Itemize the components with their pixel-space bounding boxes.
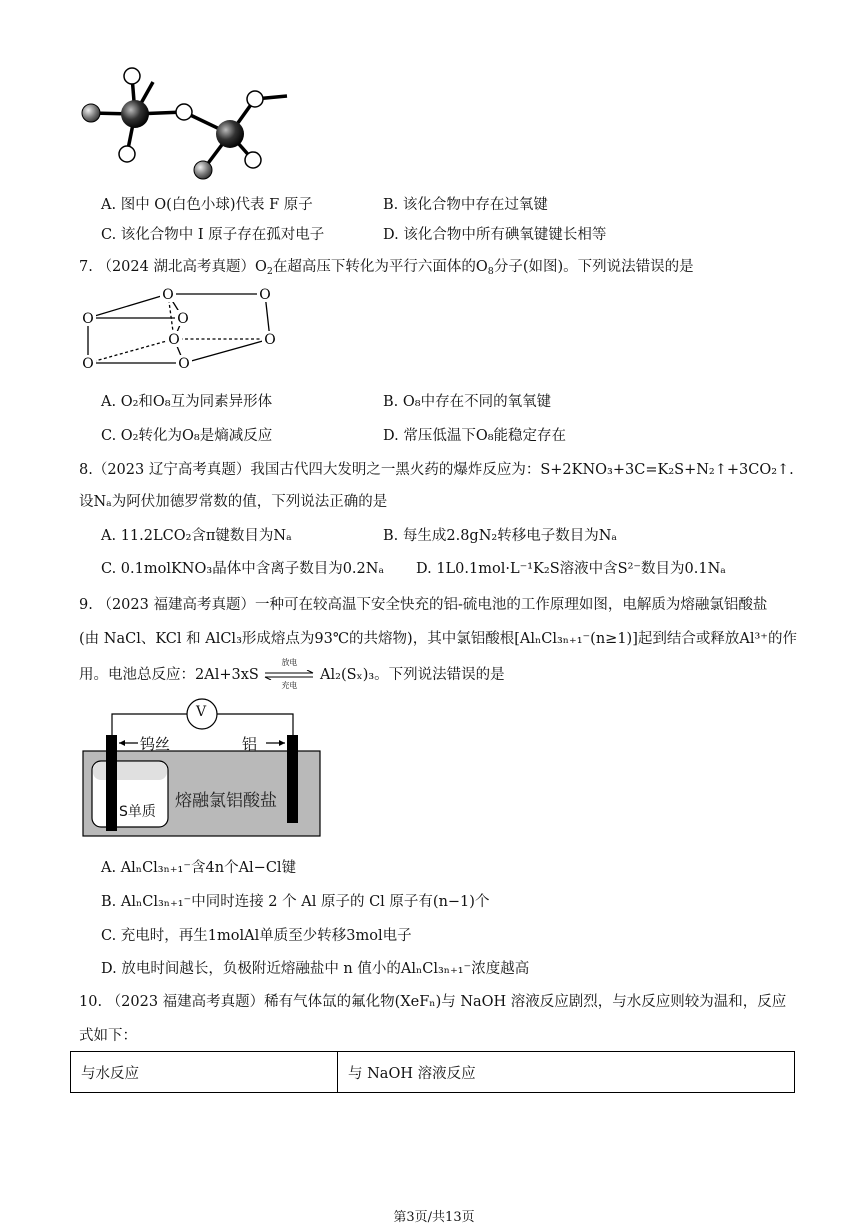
- q7-option-b: B. O₈中存在不同的氧氧键: [383, 394, 552, 410]
- q9-stem-line2: (由 NaCl、KCl 和 AlCl₃形成熔点为93℃的共熔物)，其中氯铝酸根[AlₙCl₃ₙ₊₁⁻(n≥1)]起到结合或释放Al³⁺的作: [79, 631, 797, 647]
- q8-option-a: A. 11.2LCO₂含π键数目为Nₐ: [101, 528, 292, 544]
- q9-stem-line1: 9. （2023 福建高考真题）一种可在较高温下安全快充的铝-硫电池的工作原理如图，电解质为熔融氯铝酸盐: [79, 597, 768, 613]
- q9-arrow-bottom-label: 充电: [281, 681, 298, 690]
- tungsten-wire-label: 钨丝: [140, 735, 171, 753]
- q8-stem-line2: 设Nₐ为阿伏加德罗常数的值，下列说法正确的是: [79, 494, 388, 510]
- q7-option-a: A. O₂和O₈互为同素异形体: [101, 394, 273, 410]
- q7-o2-sub: 2: [266, 266, 273, 277]
- q6-option-d: D. 该化合物中所有碘氧键键长相等: [383, 227, 607, 243]
- q7-o8-sub: 8: [487, 266, 494, 277]
- q8-option-c: C. 0.1molKNO₃晶体中含离子数目为0.2Nₐ: [101, 561, 385, 577]
- q9-battery-diagram: [80, 698, 325, 840]
- page-footer: 第3页/共13页: [393, 1210, 475, 1225]
- table-header-naoh: 与 NaOH 溶液反应: [338, 1052, 795, 1093]
- q7-option-c: C. O₂转化为O₈是熵减反应: [101, 428, 273, 444]
- q7-o2: O: [254, 259, 267, 275]
- q8-option-b: B. 每生成2.8gN₂转移电子数目为Nₐ: [383, 528, 617, 544]
- q9-option-b: B. AlₙCl₃ₙ₊₁⁻中同时连接 2 个 Al 原子的 Cl 原子有(n−1)个: [101, 894, 490, 910]
- table-header-water: 与水反应: [71, 1052, 338, 1093]
- q7-o8-diagram: [74, 282, 284, 374]
- q7-stem: [79, 255, 694, 277]
- q10-stem-line2: 式如下：: [79, 1028, 137, 1044]
- q9-option-a: A. AlₙCl₃ₙ₊₁⁻含4n个Al−Cl键: [101, 860, 297, 876]
- q7-atom-o: O: [178, 356, 190, 372]
- q7-prefix: 7. （2024 湖北高考真题）: [79, 259, 255, 275]
- table-row: [71, 1052, 795, 1093]
- q6-option-c: C. 该化合物中 I 原子存在孤对电子: [101, 227, 325, 243]
- q6-option-a: A. 图中 O(白色小球)代表 F 原子: [101, 197, 313, 213]
- q7-atom-o: O: [264, 332, 276, 348]
- q7-atom-o: O: [168, 332, 180, 348]
- q6-molecule-diagram: [75, 62, 295, 182]
- q7-atom-o: O: [259, 287, 271, 303]
- q8-stem-line1: 8.（2023 辽宁高考真题）我国古代四大发明之一黑火药的爆炸反应为：S+2KNO₃+3C=K₂S+N₂↑+3CO₂↑.: [79, 462, 794, 478]
- q8-option-d: D. 1L0.1mol·L⁻¹K₂S溶液中含S²⁻数目为0.1Nₐ: [416, 561, 726, 577]
- q7-stem-text: 在超高压下转化为平行六面体的: [272, 259, 476, 275]
- q7-atom-o: O: [82, 311, 94, 327]
- q7-option-d: D. 常压低温下O₈能稳定存在: [383, 428, 567, 444]
- q7-o8: O: [475, 259, 488, 275]
- q7-stem-end: 分子(如图)。下列说法错误的是: [493, 259, 694, 275]
- q9-reaction-left: 用。电池总反应：2Al+3xS: [79, 667, 259, 683]
- q9-option-c: C. 充电时，再生1molAl单质至少转移3mol电子: [101, 928, 412, 944]
- q9-arrow-icon: [263, 670, 315, 680]
- q9-reversible-arrow: [263, 658, 315, 690]
- q7-atom-o: O: [162, 287, 174, 303]
- aluminum-label: 铝: [242, 735, 258, 753]
- q7-atom-o: O: [82, 356, 94, 372]
- q9-arrow-top-label: 放电: [281, 658, 298, 667]
- voltmeter-label: V: [196, 704, 207, 720]
- q9-stem-line3: [79, 658, 505, 690]
- q9-reaction-right: Al₂(Sₓ)₃。下列说法错误的是: [320, 667, 505, 683]
- q9-option-d: D. 放电时间越长，负极附近熔融盐中 n 值小的AlₙCl₃ₙ₊₁⁻浓度越高: [101, 961, 530, 977]
- electrolyte-label: 熔融氯铝酸盐: [175, 791, 277, 811]
- q7-atom-o: O: [177, 311, 189, 327]
- q10-stem-line1: 10. （2023 福建高考真题）稀有气体氙的氟化物(XeFₙ)与 NaOH 溶液反应剧烈，与水反应则较为温和，反应: [79, 994, 787, 1010]
- sulfur-label: S单质: [119, 804, 156, 820]
- q6-option-b: B. 该化合物中存在过氧键: [383, 197, 548, 213]
- q10-reaction-table: [70, 1051, 795, 1093]
